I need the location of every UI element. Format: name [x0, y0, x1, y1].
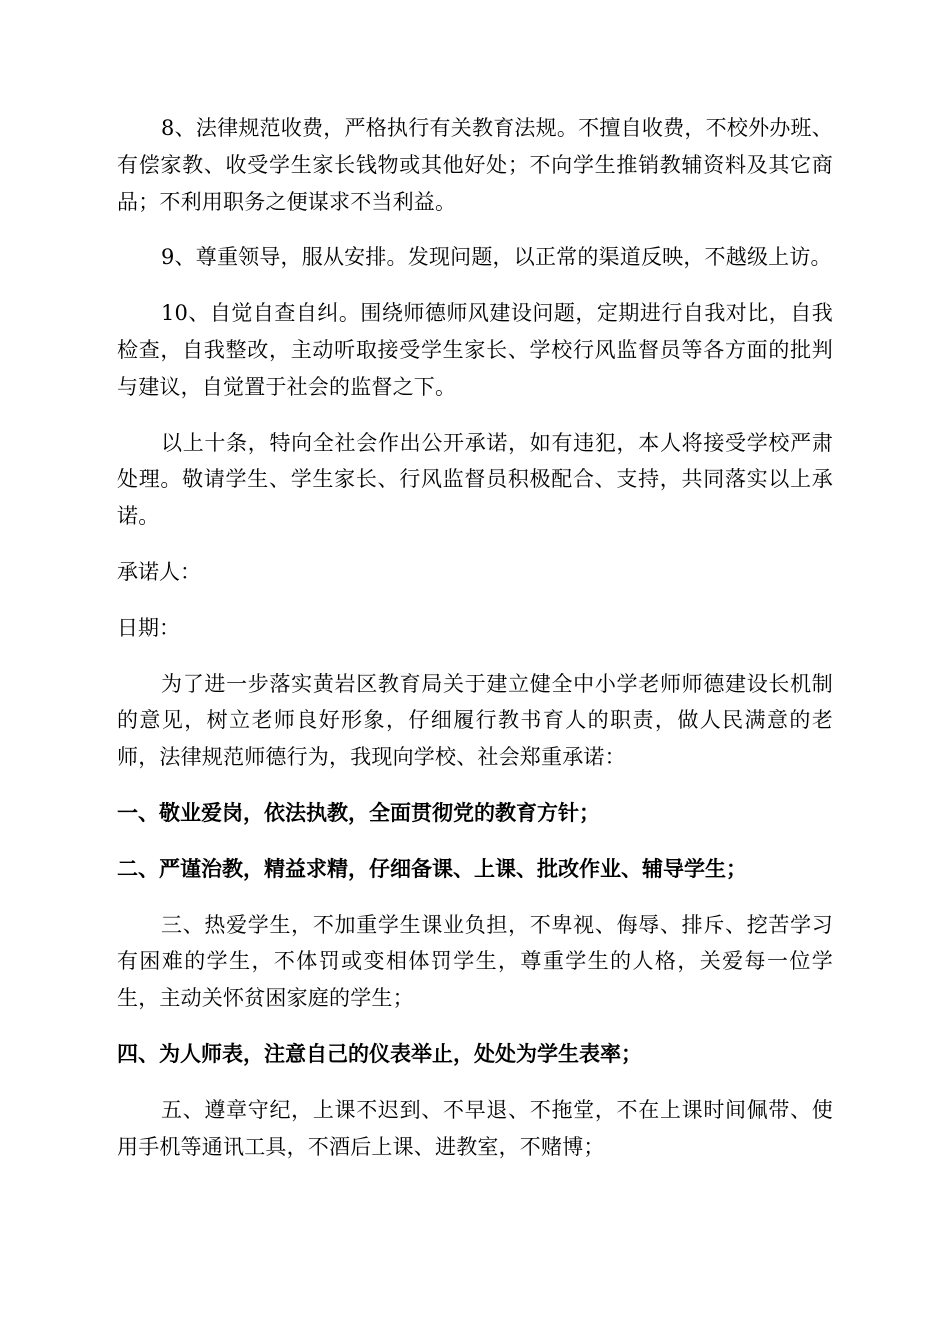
document-page — [117, 110, 833, 1184]
paragraph-item-10: 10、自觉自查自纠。围绕师德师风建设问题，定期进行自我对比，自我检查，自我整改，主动听取接受学生家长、学校行风监督员等各方面的批判与建议，自觉置于社会的监督之下。 — [117, 301, 833, 399]
pledge-3: 三、热爱学生，不加重学生课业负担，不卑视、侮辱、排斥、挖苦学习有困难的学生，不体罚或变相体罚学生，尊重学生的人格，关爱每一位学生，主动关怀贫困家庭的学生； — [117, 912, 833, 1011]
pledge-1: 一、敬业爱岗，依法执教，全面贯彻党的教育方针； — [117, 799, 600, 825]
pledge-2: 二、严谨治教，精益求精，仔细备课、上课、批改作业、辅导学生； — [117, 855, 747, 881]
paragraph-item-9: 9、尊重领导，服从安排。发现问题，以正常的渠道反映，不越级上访。 — [161, 245, 832, 270]
pledge-5: 五、遵章守纪，上课不迟到、不早退、不拖堂，不在上课时间佩带、使用手机等通讯工具，不酒后上课、进教室，不赌博； — [117, 1097, 833, 1159]
paragraph-summary: 以上十条，特向全社会作出公开承诺，如有违犯，本人将接受学校严肃处理。敬请学生、学生家长、行风监督员积极配合、支持，共同落实以上承诺。 — [117, 430, 833, 529]
pledge-4: 四、为人师表，注意自己的仪表举止，处处为学生表率； — [117, 1040, 642, 1066]
date-label: 日期： — [117, 615, 180, 640]
signer-label: 承诺人： — [117, 559, 201, 584]
paragraph-item-8: 8、法律规范收费，严格执行有关教育法规。不擅自收费，不校外办班、有偿家教、收受学生家长钱物或其他好处；不向学生推销教辅资料及其它商品；不利用职务之便谋求不当利益。 — [117, 116, 833, 214]
intro-paragraph: 为了进一步落实黄岩区教育局关于建立健全中小学老师师德建设长机制的意见，树立老师良好形象，仔细履行教书育人的职责，做人民满意的老师，法律规范师德行为，我现向学校、社会郑重承诺： — [117, 671, 833, 770]
